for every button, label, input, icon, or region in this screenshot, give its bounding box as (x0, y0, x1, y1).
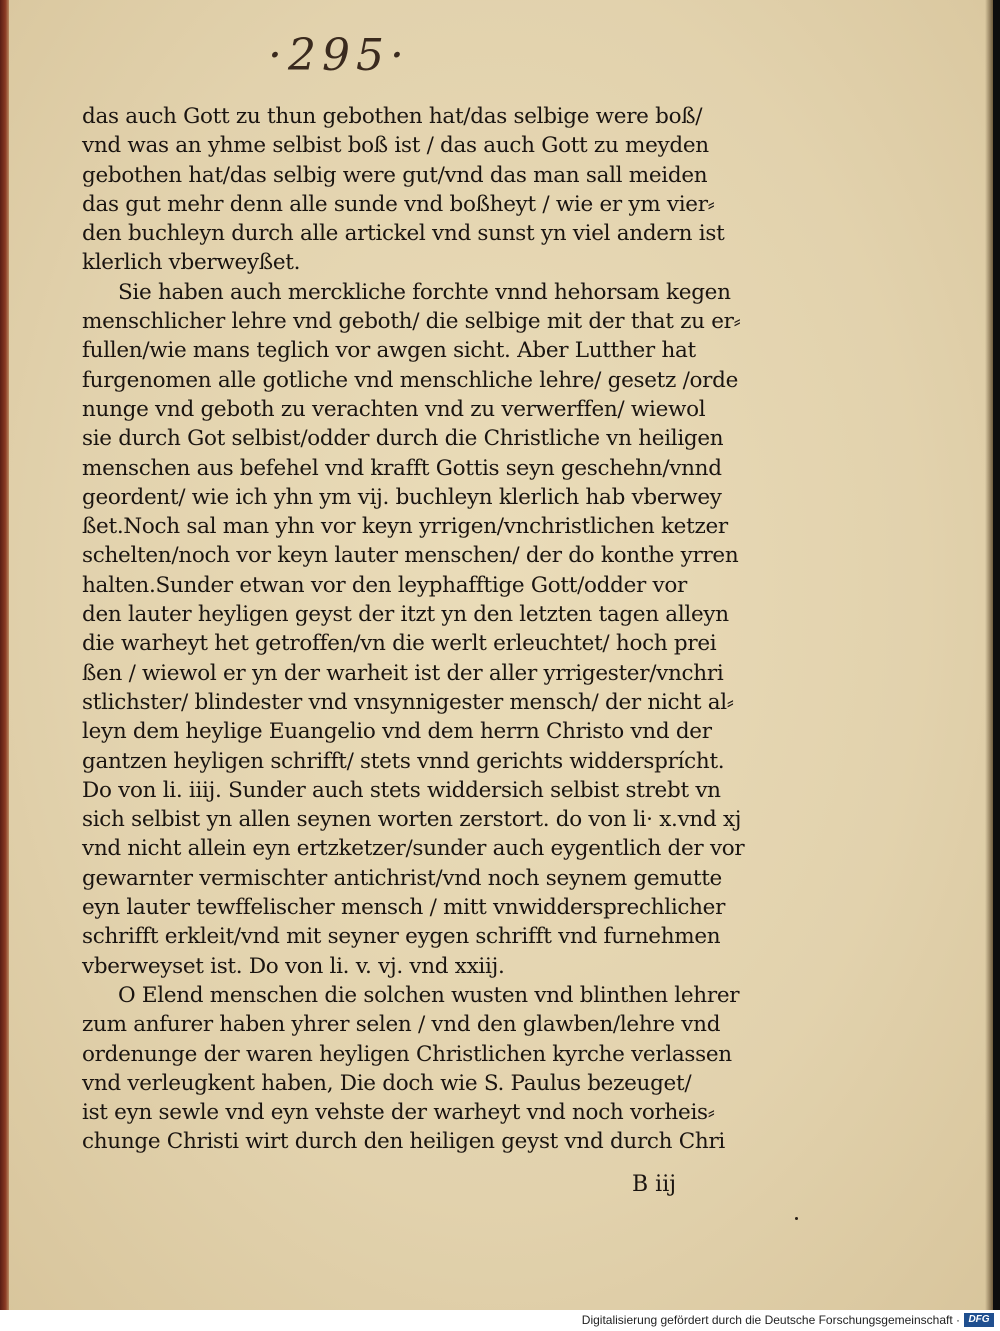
footer-bar (0, 1310, 1000, 1331)
page-edge (985, 0, 993, 1310)
text-line: Do von li. iiij. Sunder auch stets widdersich selbist strebt vn (82, 777, 721, 803)
text-line: chunge Christi wirt durch den heiligen geyst vnd durch Chri (82, 1129, 726, 1155)
text-line: nunge vnd geboth zu verachten vnd zu verwerffen/ wiewol (82, 396, 706, 422)
text-line: vnd verleugkent haben, Die doch wie S. Paulus bezeuget/ (82, 1070, 692, 1096)
text-block (82, 102, 790, 1157)
text-line: sie durch Got selbist/odder durch die Christliche vn heiligen (82, 426, 724, 452)
text-line: eyn lauter tewffelischer mensch / mitt vnwiddersprechlicher (82, 895, 726, 921)
text-line: fullen/wie mans teglich vor awgen sicht. Aber Lutther hat (82, 338, 696, 364)
text-line: gantzen heyligen schrifft/ stets vnnd gerichts widdersprícht. (82, 748, 725, 774)
text-line: gewarnter vermischter antichrist/vnd noch seynem gemutte (82, 865, 722, 891)
dfg-logo[interactable]: DFG (964, 1313, 994, 1327)
text-line: ist eyn sewle vnd eyn vehste der warheyt vnd noch vorheis⸗ (82, 1100, 715, 1126)
text-line: ßet.Noch sal man yhn vor keyn yrrigen/vnchristlichen ketzer (82, 514, 728, 540)
text-line: ordenunge der waren heyligen Christlichen kyrche verlassen (82, 1041, 732, 1067)
text-line: das gut mehr denn alle sunde vnd boßheyt / wie er ym vier⸗ (82, 191, 715, 217)
text-line: gebothen hat/das selbig were gut/vnd das man sall meiden (82, 162, 708, 188)
text-line: menschlicher lehre vnd geboth/ die selbige mit der that zu er⸗ (82, 309, 741, 335)
text-line: schrifft erkleit/vnd mit seyner eygen schrifft vnd furnehmen (82, 924, 721, 950)
text-line: menschen aus befehel vnd krafft Gottis seyn geschehn/vnnd (82, 455, 722, 481)
text-line: klerlich vberweyßet. (82, 250, 301, 276)
signature-mark: B iij (632, 1172, 677, 1197)
text-line: das auch Gott zu thun gebothen hat/das selbige were boß/ (82, 104, 703, 129)
text-line: schelten/noch vor keyn lauter menschen/ der do konthe yrren (82, 543, 739, 569)
text-line: geordent/ wie ich yhn ym vij. buchleyn klerlich hab vberwey (82, 484, 722, 510)
text-line: furgenomen alle gotliche vnd menschliche lehre/ gesetz /orde (82, 367, 739, 393)
text-line: ßen / wiewol er yn der warheit ist der aller yrrigester/vnchri (82, 660, 724, 686)
text-line: den buchleyn durch alle artickel vnd sunst yn viel andern ist (82, 221, 725, 247)
text-line: vberweyset ist. Do von li. v. vj. vnd xxiij. (82, 953, 505, 979)
text-line: halten.Sunder etwan vor den leyphafftige Gott/odder vor (82, 572, 687, 598)
text-line: sich selbist yn allen seynen worten zerstort. do von li· x.vnd xj (82, 807, 742, 833)
text-line: zum anfurer haben yhrer selen / vnd den glawben/lehre vnd (82, 1012, 721, 1038)
text-line: leyn dem heylige Euangelio vnd dem herrn Christo vnd der (82, 719, 712, 745)
text-line: den lauter heyligen geyst der itzt yn den letzten tagen alleyn (82, 602, 729, 628)
folio-number: ·295· (268, 30, 410, 81)
funding-credit: Digitalisierung gefördert durch die Deutsche Forschungsgemeinschaft · (581, 1313, 960, 1327)
ink-speck (795, 1217, 798, 1220)
text-line: O Elend menschen die solchen wusten vnd blinthen lehrer (118, 982, 740, 1008)
text-line: vnd nicht allein eyn ertzketzer/sunder auch eygentlich der vor (82, 836, 745, 862)
text-line: vnd was an yhme selbist boß ist / das auch Gott zu meyden (82, 133, 709, 159)
text-line: stlichster/ blindester vnd vnsynnigester mensch/ der nicht al⸗ (82, 689, 734, 715)
text-line: die warheyt het getroffen/vn die werlt erleuchtet/ hoch prei (82, 631, 717, 657)
binding-edge (0, 0, 9, 1310)
text-line: Sie haben auch merckliche forchte vnnd hehorsam kegen (118, 279, 731, 305)
